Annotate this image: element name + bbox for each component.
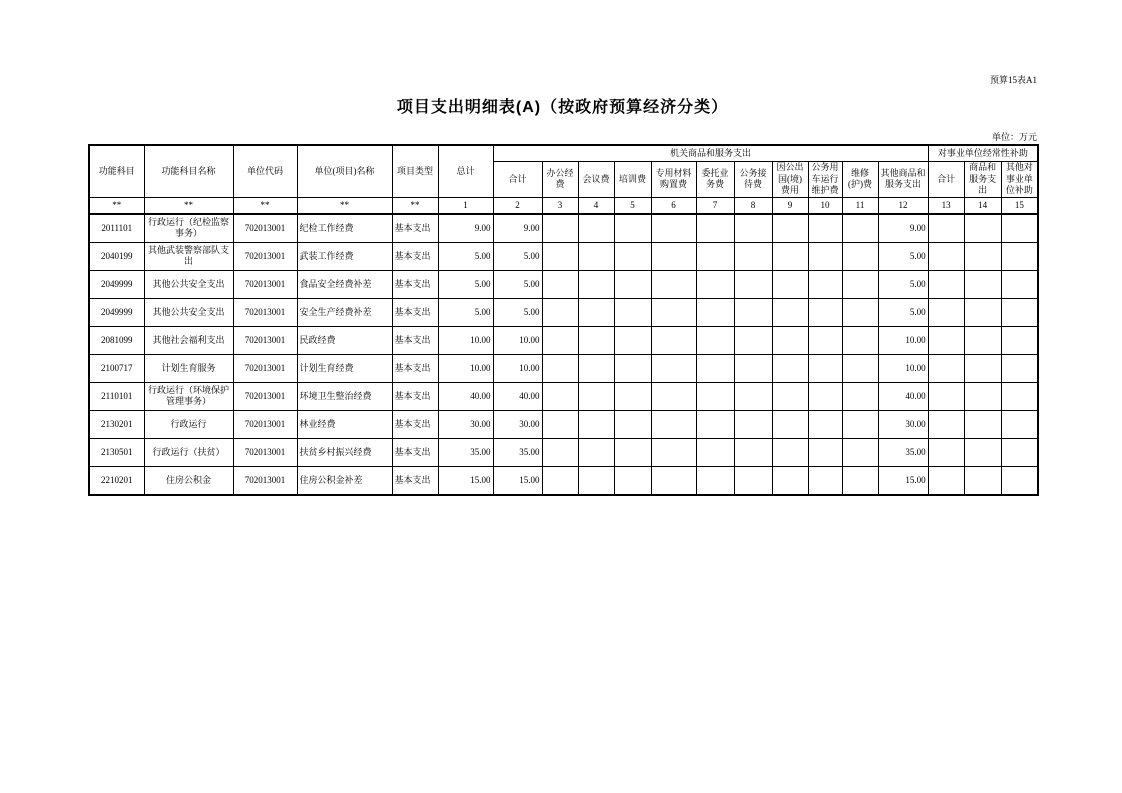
cell-gs-total: 5.00 (493, 242, 542, 270)
cell-unit-code: 702013001 (233, 354, 297, 382)
col-header-project-name: 单位(项目)名称 (297, 145, 392, 198)
col-header-grand-total: 总计 (438, 145, 493, 198)
cell-other-goods-services: 30.00 (878, 410, 928, 438)
cell-vehicle-fee (808, 354, 842, 382)
cell-subsidy-total (928, 382, 964, 410)
cell-function-name: 其他武装警察部队支出 (144, 242, 233, 270)
cell-project-name: 食品安全经费补差 (297, 270, 392, 298)
cell-subsidy-goods-services (964, 382, 1001, 410)
cell-subsidy-goods-services (964, 242, 1001, 270)
cell-other-subsidy (1001, 326, 1038, 354)
cell-meeting-fee (578, 214, 614, 243)
cell-project-name: 武装工作经费 (297, 242, 392, 270)
cell-other-subsidy (1001, 410, 1038, 438)
index-cell: 14 (964, 197, 1001, 214)
cell-unit-code: 702013001 (233, 298, 297, 326)
cell-subsidy-total (928, 410, 964, 438)
cell-function-code: 2049999 (89, 270, 144, 298)
subcol-gs-total: 合计 (493, 161, 542, 197)
cell-vehicle-fee (808, 466, 842, 495)
cell-function-code: 2049999 (89, 298, 144, 326)
col-header-function-name: 功能科目名称 (144, 145, 233, 198)
cell-grand-total: 5.00 (438, 298, 493, 326)
cell-vehicle-fee (808, 298, 842, 326)
cell-subsidy-goods-services (964, 214, 1001, 243)
cell-repair-fee (842, 298, 878, 326)
cell-abroad-fee (772, 242, 808, 270)
cell-commission-fee (696, 214, 734, 243)
cell-unit-code: 702013001 (233, 410, 297, 438)
cell-other-goods-services: 5.00 (878, 270, 928, 298)
cell-other-subsidy (1001, 382, 1038, 410)
subcol-meeting-fee: 会议费 (578, 161, 614, 197)
cell-reception-fee (734, 298, 772, 326)
cell-subsidy-goods-services (964, 466, 1001, 495)
cell-grand-total: 35.00 (438, 438, 493, 466)
index-cell: 15 (1001, 197, 1038, 214)
cell-grand-total: 10.00 (438, 326, 493, 354)
subcol-other-goods-services: 其他商品和服务支出 (878, 161, 928, 197)
index-cell: 11 (842, 197, 878, 214)
index-cell: 13 (928, 197, 964, 214)
cell-other-goods-services: 5.00 (878, 242, 928, 270)
table-row (89, 354, 1038, 382)
cell-commission-fee (696, 466, 734, 495)
subcol-commission-fee: 委托业务费 (696, 161, 734, 197)
cell-commission-fee (696, 438, 734, 466)
cell-function-name: 其他社会福利支出 (144, 326, 233, 354)
subcol-repair-fee: 维修(护)费 (842, 161, 878, 197)
cell-commission-fee (696, 242, 734, 270)
cell-subsidy-total (928, 214, 964, 243)
cell-repair-fee (842, 270, 878, 298)
cell-other-subsidy (1001, 214, 1038, 243)
cell-function-code: 2110101 (89, 382, 144, 410)
cell-subsidy-goods-services (964, 270, 1001, 298)
cell-vehicle-fee (808, 410, 842, 438)
cell-grand-total: 5.00 (438, 270, 493, 298)
cell-training-fee (614, 466, 651, 495)
cell-vehicle-fee (808, 242, 842, 270)
cell-vehicle-fee (808, 214, 842, 243)
cell-subsidy-total (928, 466, 964, 495)
cell-other-subsidy (1001, 438, 1038, 466)
cell-training-fee (614, 410, 651, 438)
cell-vehicle-fee (808, 438, 842, 466)
cell-project-name: 环境卫生整治经费 (297, 382, 392, 410)
cell-training-fee (614, 382, 651, 410)
cell-unit-code: 702013001 (233, 214, 297, 243)
table-row (89, 466, 1038, 495)
table-row (89, 326, 1038, 354)
cell-meeting-fee (578, 382, 614, 410)
cell-office-expense (542, 466, 578, 495)
table-row (89, 298, 1038, 326)
cell-project-name: 民政经费 (297, 326, 392, 354)
cell-reception-fee (734, 242, 772, 270)
cell-office-expense (542, 354, 578, 382)
cell-reception-fee (734, 438, 772, 466)
cell-gs-total: 5.00 (493, 270, 542, 298)
col-group-goods-services: 机关商品和服务支出 (493, 145, 928, 162)
cell-other-goods-services: 10.00 (878, 326, 928, 354)
cell-materials-fee (651, 354, 696, 382)
cell-training-fee (614, 326, 651, 354)
subcol-subsidy-total: 合计 (928, 161, 964, 197)
cell-other-subsidy (1001, 242, 1038, 270)
cell-office-expense (542, 326, 578, 354)
cell-commission-fee (696, 326, 734, 354)
cell-subsidy-total (928, 326, 964, 354)
index-cell: ** (233, 197, 297, 214)
cell-function-code: 2040199 (89, 242, 144, 270)
cell-other-subsidy (1001, 354, 1038, 382)
cell-meeting-fee (578, 438, 614, 466)
subcol-subsidy-goods-services: 商品和服务支出 (964, 161, 1001, 197)
cell-gs-total: 30.00 (493, 410, 542, 438)
cell-reception-fee (734, 466, 772, 495)
cell-materials-fee (651, 214, 696, 243)
cell-other-goods-services: 9.00 (878, 214, 928, 243)
col-header-project-type: 项目类型 (392, 145, 438, 198)
cell-subsidy-total (928, 298, 964, 326)
cell-project-type: 基本支出 (392, 214, 438, 243)
index-cell: 4 (578, 197, 614, 214)
cell-repair-fee (842, 242, 878, 270)
index-cell: ** (297, 197, 392, 214)
subcol-office-expense: 办公经费 (542, 161, 578, 197)
cell-gs-total: 10.00 (493, 354, 542, 382)
cell-other-goods-services: 15.00 (878, 466, 928, 495)
cell-materials-fee (651, 438, 696, 466)
subcol-training-fee: 培训费 (614, 161, 651, 197)
cell-grand-total: 10.00 (438, 354, 493, 382)
cell-office-expense (542, 410, 578, 438)
cell-other-goods-services: 40.00 (878, 382, 928, 410)
header-row-index (89, 197, 1038, 214)
cell-gs-total: 10.00 (493, 326, 542, 354)
cell-abroad-fee (772, 466, 808, 495)
cell-other-subsidy (1001, 466, 1038, 495)
col-group-institution-subsidy: 对事业单位经常性补助 (928, 145, 1038, 162)
cell-office-expense (542, 242, 578, 270)
cell-function-name: 计划生育服务 (144, 354, 233, 382)
cell-project-name: 扶贫乡村振兴经费 (297, 438, 392, 466)
cell-subsidy-total (928, 354, 964, 382)
cell-function-name: 行政运行 (144, 410, 233, 438)
table-row (89, 382, 1038, 410)
cell-vehicle-fee (808, 382, 842, 410)
document-content (88, 0, 1037, 496)
cell-repair-fee (842, 382, 878, 410)
cell-project-name: 安全生产经费补差 (297, 298, 392, 326)
cell-gs-total: 40.00 (493, 382, 542, 410)
form-code-label: 预算15表A1 (990, 75, 1037, 85)
cell-vehicle-fee (808, 326, 842, 354)
index-cell: 2 (493, 197, 542, 214)
table-header (89, 145, 1038, 214)
cell-reception-fee (734, 354, 772, 382)
index-cell: 7 (696, 197, 734, 214)
cell-function-name: 其他公共安全支出 (144, 270, 233, 298)
cell-meeting-fee (578, 410, 614, 438)
cell-gs-total: 5.00 (493, 298, 542, 326)
cell-gs-total: 35.00 (493, 438, 542, 466)
table-row (89, 242, 1038, 270)
cell-subsidy-goods-services (964, 410, 1001, 438)
cell-meeting-fee (578, 270, 614, 298)
cell-grand-total: 5.00 (438, 242, 493, 270)
cell-training-fee (614, 354, 651, 382)
cell-meeting-fee (578, 298, 614, 326)
cell-grand-total: 9.00 (438, 214, 493, 243)
index-cell: ** (144, 197, 233, 214)
cell-repair-fee (842, 410, 878, 438)
cell-gs-total: 15.00 (493, 466, 542, 495)
table-row (89, 214, 1038, 243)
cell-other-goods-services: 35.00 (878, 438, 928, 466)
cell-office-expense (542, 270, 578, 298)
cell-abroad-fee (772, 410, 808, 438)
col-header-unit-code: 单位代码 (233, 145, 297, 198)
cell-project-name: 住房公积金补差 (297, 466, 392, 495)
cell-subsidy-total (928, 242, 964, 270)
header-row-groups (89, 145, 1038, 162)
page-title: 项目支出明细表(A)（按政府预算经济分类） (396, 98, 729, 116)
index-cell: 5 (614, 197, 651, 214)
cell-meeting-fee (578, 326, 614, 354)
cell-gs-total: 9.00 (493, 214, 542, 243)
subcol-vehicle-fee: 公务用车运行维护费 (808, 161, 842, 197)
cell-project-type: 基本支出 (392, 410, 438, 438)
cell-materials-fee (651, 242, 696, 270)
cell-project-name: 计划生育经费 (297, 354, 392, 382)
cell-training-fee (614, 242, 651, 270)
cell-materials-fee (651, 410, 696, 438)
cell-training-fee (614, 270, 651, 298)
cell-training-fee (614, 298, 651, 326)
index-cell: 12 (878, 197, 928, 214)
cell-project-type: 基本支出 (392, 466, 438, 495)
col-header-function-code: 功能科目 (89, 145, 144, 198)
cell-grand-total: 30.00 (438, 410, 493, 438)
cell-unit-code: 702013001 (233, 438, 297, 466)
expenditure-table (88, 144, 1039, 496)
table-row (89, 438, 1038, 466)
cell-function-code: 2081099 (89, 326, 144, 354)
cell-abroad-fee (772, 382, 808, 410)
cell-office-expense (542, 382, 578, 410)
cell-materials-fee (651, 326, 696, 354)
cell-repair-fee (842, 326, 878, 354)
cell-unit-code: 702013001 (233, 270, 297, 298)
cell-repair-fee (842, 354, 878, 382)
cell-function-name: 住房公积金 (144, 466, 233, 495)
cell-other-subsidy (1001, 270, 1038, 298)
cell-office-expense (542, 298, 578, 326)
cell-unit-code: 702013001 (233, 466, 297, 495)
cell-function-code: 2011101 (89, 214, 144, 243)
cell-project-type: 基本支出 (392, 354, 438, 382)
cell-reception-fee (734, 382, 772, 410)
cell-abroad-fee (772, 438, 808, 466)
subcol-reception-fee: 公务接待费 (734, 161, 772, 197)
cell-project-type: 基本支出 (392, 382, 438, 410)
cell-training-fee (614, 438, 651, 466)
table-body (89, 214, 1038, 495)
cell-abroad-fee (772, 326, 808, 354)
index-cell: ** (392, 197, 438, 214)
cell-office-expense (542, 214, 578, 243)
cell-project-type: 基本支出 (392, 270, 438, 298)
index-cell: 10 (808, 197, 842, 214)
cell-project-type: 基本支出 (392, 242, 438, 270)
cell-function-code: 2100717 (89, 354, 144, 382)
cell-commission-fee (696, 382, 734, 410)
cell-other-goods-services: 10.00 (878, 354, 928, 382)
cell-subsidy-total (928, 438, 964, 466)
index-cell: ** (89, 197, 144, 214)
cell-reception-fee (734, 214, 772, 243)
cell-abroad-fee (772, 214, 808, 243)
cell-office-expense (542, 438, 578, 466)
cell-project-name: 林业经费 (297, 410, 392, 438)
cell-reception-fee (734, 410, 772, 438)
cell-project-type: 基本支出 (392, 326, 438, 354)
cell-unit-code: 702013001 (233, 242, 297, 270)
subcol-other-subsidy: 其他对事业单位补助 (1001, 161, 1038, 197)
cell-meeting-fee (578, 242, 614, 270)
cell-vehicle-fee (808, 270, 842, 298)
index-cell: 9 (772, 197, 808, 214)
cell-repair-fee (842, 466, 878, 495)
cell-materials-fee (651, 298, 696, 326)
cell-unit-code: 702013001 (233, 326, 297, 354)
cell-meeting-fee (578, 466, 614, 495)
cell-training-fee (614, 214, 651, 243)
cell-subsidy-total (928, 270, 964, 298)
index-cell: 3 (542, 197, 578, 214)
cell-abroad-fee (772, 298, 808, 326)
cell-abroad-fee (772, 270, 808, 298)
cell-project-type: 基本支出 (392, 298, 438, 326)
cell-unit-code: 702013001 (233, 382, 297, 410)
cell-commission-fee (696, 354, 734, 382)
cell-subsidy-goods-services (964, 326, 1001, 354)
cell-materials-fee (651, 382, 696, 410)
cell-materials-fee (651, 466, 696, 495)
cell-subsidy-goods-services (964, 438, 1001, 466)
cell-commission-fee (696, 410, 734, 438)
cell-project-type: 基本支出 (392, 438, 438, 466)
cell-commission-fee (696, 270, 734, 298)
cell-subsidy-goods-services (964, 298, 1001, 326)
unit-note: 单位：万元 (991, 131, 1037, 142)
subcol-materials-fee: 专用材料购置费 (651, 161, 696, 197)
cell-commission-fee (696, 298, 734, 326)
cell-other-subsidy (1001, 298, 1038, 326)
table-row (89, 410, 1038, 438)
subcol-abroad-fee: 因公出国(境)费用 (772, 161, 808, 197)
cell-subsidy-goods-services (964, 354, 1001, 382)
index-cell: 6 (651, 197, 696, 214)
cell-other-goods-services: 5.00 (878, 298, 928, 326)
cell-function-code: 2130201 (89, 410, 144, 438)
cell-function-name: 行政运行（环境保护管理事务） (144, 382, 233, 410)
cell-function-code: 2130501 (89, 438, 144, 466)
cell-materials-fee (651, 270, 696, 298)
cell-project-name: 纪检工作经费 (297, 214, 392, 243)
cell-reception-fee (734, 326, 772, 354)
cell-reception-fee (734, 270, 772, 298)
cell-function-code: 2210201 (89, 466, 144, 495)
cell-abroad-fee (772, 354, 808, 382)
index-cell: 8 (734, 197, 772, 214)
cell-repair-fee (842, 438, 878, 466)
index-cell: 1 (438, 197, 493, 214)
cell-function-name: 行政运行（纪检监察事务） (144, 214, 233, 243)
cell-grand-total: 40.00 (438, 382, 493, 410)
cell-repair-fee (842, 214, 878, 243)
table-row (89, 270, 1038, 298)
cell-grand-total: 15.00 (438, 466, 493, 495)
cell-function-name: 其他公共安全支出 (144, 298, 233, 326)
cell-function-name: 行政运行（扶贫） (144, 438, 233, 466)
cell-meeting-fee (578, 354, 614, 382)
